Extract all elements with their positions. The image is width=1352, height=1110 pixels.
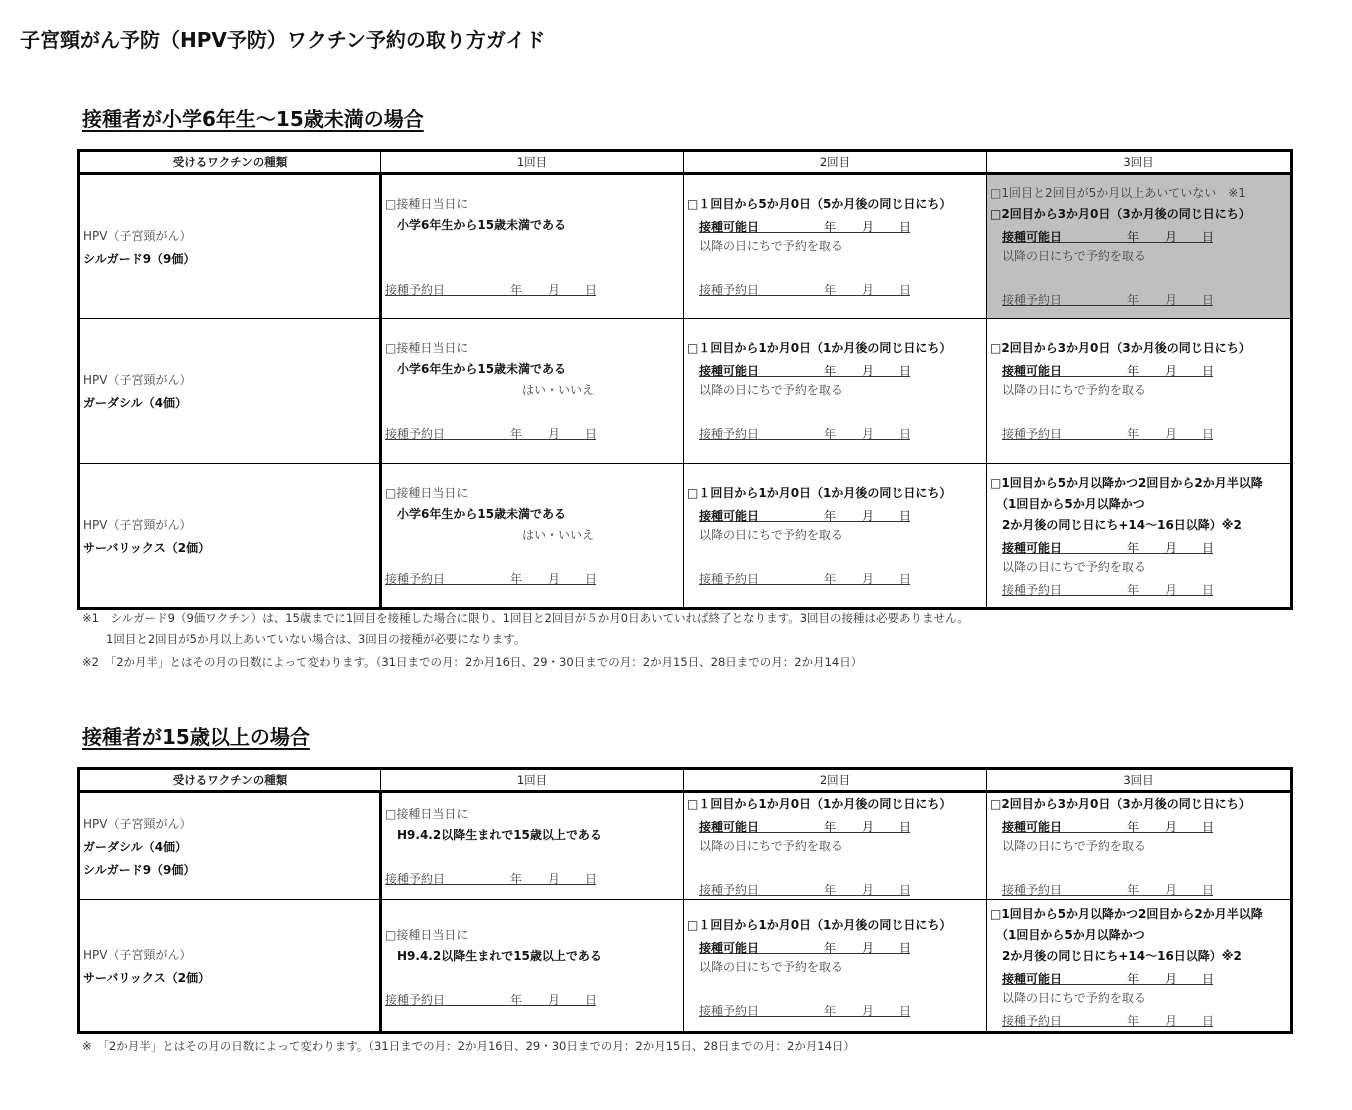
document-title: 子宮頸がん予防（HPV予防）ワクチン予約の取り方ガイド xyxy=(20,28,546,52)
dose3-cell xyxy=(987,319,1292,464)
yes-no-choice[interactable]: はい・いいえ xyxy=(522,528,595,542)
footnote-section2: ※ 「2か月半」とはその月の日数によって変わります。（31日までの月：2か月16日、29・30日までの月：2か月15日、28日までの月：2か月14日） xyxy=(82,1039,855,1053)
interval-condition: □１回目から1か月0日（1か月後の同じ日にち） xyxy=(687,797,952,811)
possible-date-line[interactable]: 接種可能日 年 月 日 xyxy=(699,941,912,955)
dose3-cell-shaded xyxy=(987,174,1292,319)
table-row xyxy=(79,792,1292,900)
dose3-cell xyxy=(987,792,1292,900)
reserve-date-line[interactable]: 接種予約日 年 月 日 xyxy=(385,993,598,1007)
vaccine-name: シルガード9（9価） xyxy=(83,862,196,877)
reserve-date-line[interactable]: 接種予約日 年 月 日 xyxy=(385,283,598,297)
interval-condition-detail: 2か月後の同じ日にち+14～16日以降）※2 xyxy=(1002,518,1242,532)
after-reserve-text: 以降の日にちで予約を取る xyxy=(1002,249,1146,263)
dose2-cell xyxy=(684,900,987,1033)
check-day-text: □接種日当日に xyxy=(385,807,469,821)
header-vaccine-type: 受けるワクチンの種類 xyxy=(79,151,381,174)
after-reserve-text: 以降の日にちで予約を取る xyxy=(699,960,843,974)
after-reserve-text: 以降の日にちで予約を取る xyxy=(699,239,843,253)
header-dose2: 2回目 xyxy=(684,769,987,792)
footnote-1-cont: 1回目と2回目が5か月以上あいていない場合は、3回目の接種が必要になります。 xyxy=(106,632,526,646)
age-condition: H9.4.2以降生まれで15歳以上である xyxy=(397,949,602,963)
after-reserve-text: 以降の日にちで予約を取る xyxy=(699,839,843,853)
reserve-date-line[interactable]: 接種予約日 年 月 日 xyxy=(699,572,912,586)
after-reserve-text: 以降の日にちで予約を取る xyxy=(699,528,843,542)
hpv-label: HPV（子宮頸がん） xyxy=(83,816,192,831)
reserve-date-line[interactable]: 接種予約日 年 月 日 xyxy=(385,572,598,586)
vaccine-name: サーバリックス（2価） xyxy=(83,540,211,555)
dose1-cell xyxy=(381,900,684,1033)
vaccine-name: ガーダシル（4価） xyxy=(83,839,188,854)
age-condition: 小学6年生から15歳未満である xyxy=(397,362,567,376)
interval-condition: □2回目から3か月0日（3か月後の同じ日にち） xyxy=(990,797,1251,811)
reserve-date-line[interactable]: 接種予約日 年 月 日 xyxy=(385,427,598,441)
possible-date-line[interactable]: 接種可能日 年 月 日 xyxy=(1002,230,1215,244)
hpv-label: HPV（子宮頸がん） xyxy=(83,228,192,243)
gap-condition: □1回目と2回目が5か月以上あいていない ※1 xyxy=(990,186,1246,200)
header-dose1: 1回目 xyxy=(381,151,684,174)
table-row xyxy=(79,174,1292,319)
reserve-date-line[interactable]: 接種予約日 年 月 日 xyxy=(1002,293,1215,307)
table-row xyxy=(79,900,1292,1033)
header-vaccine-type: 受けるワクチンの種類 xyxy=(79,769,381,792)
interval-condition-detail: （1回目から5か月以降かつ xyxy=(996,497,1145,511)
vaccine-name: サーバリックス（2価） xyxy=(83,970,211,985)
vaccine-type-cell xyxy=(79,464,381,609)
section1-table xyxy=(77,149,1293,610)
header-dose3: 3回目 xyxy=(987,151,1292,174)
interval-condition: □1回目から5か月以降かつ2回目から2か月半以降 xyxy=(990,907,1263,921)
header-dose1: 1回目 xyxy=(381,769,684,792)
possible-date-line[interactable]: 接種可能日 年 月 日 xyxy=(699,509,912,523)
interval-condition: □2回目から3か月0日（3か月後の同じ日にち） xyxy=(990,207,1251,221)
table-row xyxy=(79,464,1292,609)
header-dose3: 3回目 xyxy=(987,769,1292,792)
after-reserve-text: 以降の日にちで予約を取る xyxy=(1002,991,1146,1005)
interval-condition: □１回目から5か月0日（5か月後の同じ日にち） xyxy=(687,197,952,211)
vaccine-name: シルガード9（9価） xyxy=(83,251,196,266)
hpv-label: HPV（子宮頸がん） xyxy=(83,373,192,387)
interval-condition: □１回目から1か月0日（1か月後の同じ日にち） xyxy=(687,918,952,932)
after-reserve-text: 以降の日にちで予約を取る xyxy=(699,383,843,397)
vaccine-name: ガーダシル（4価） xyxy=(83,396,188,410)
after-reserve-text: 以降の日にちで予約を取る xyxy=(1002,839,1146,853)
possible-date-line[interactable]: 接種可能日 年 月 日 xyxy=(1002,364,1215,378)
dose1-cell xyxy=(381,464,684,609)
reserve-date-line[interactable]: 接種予約日 年 月 日 xyxy=(1002,883,1215,897)
reserve-date-line[interactable]: 接種予約日 年 月 日 xyxy=(699,427,912,441)
interval-condition: □１回目から1か月0日（1か月後の同じ日にち） xyxy=(687,341,952,355)
check-day-text: □接種日当日に xyxy=(385,486,469,500)
dose2-cell xyxy=(684,319,987,464)
interval-condition: □1回目から5か月以降かつ2回目から2か月半以降 xyxy=(990,476,1263,490)
check-day-text: □接種日当日に xyxy=(385,928,469,942)
dose3-cell xyxy=(987,464,1292,609)
hpv-label: HPV（子宮頸がん） xyxy=(83,947,192,962)
dose2-cell xyxy=(684,792,987,900)
reserve-date-line[interactable]: 接種予約日 年 月 日 xyxy=(1002,427,1215,441)
age-condition: 小学6年生から15歳未満である xyxy=(397,218,567,232)
interval-condition: □１回目から1か月0日（1か月後の同じ日にち） xyxy=(687,486,952,500)
section1-title: 接種者が小学6年生～15歳未満の場合 xyxy=(82,107,424,131)
yes-no-choice[interactable]: はい・いいえ xyxy=(522,383,595,397)
interval-condition-detail: 2か月後の同じ日にち+14～16日以降）※2 xyxy=(1002,949,1242,963)
hpv-label: HPV（子宮頸がん） xyxy=(83,517,192,532)
possible-date-line[interactable]: 接種可能日 年 月 日 xyxy=(1002,820,1215,834)
section1-header-row xyxy=(79,151,1292,174)
vaccine-type-cell xyxy=(79,174,381,319)
check-day-text: □接種日当日に xyxy=(385,341,469,355)
age-condition: H9.4.2以降生まれで15歳以上である xyxy=(397,828,602,842)
possible-date-line[interactable]: 接種可能日 年 月 日 xyxy=(699,220,912,234)
header-dose2: 2回目 xyxy=(684,151,987,174)
possible-date-line[interactable]: 接種可能日 年 月 日 xyxy=(1002,972,1215,986)
reserve-date-line[interactable]: 接種予約日 年 月 日 xyxy=(385,872,598,886)
interval-condition: □2回目から3か月0日（3か月後の同じ日にち） xyxy=(990,341,1251,355)
section2-table xyxy=(77,767,1293,1034)
reserve-date-line[interactable]: 接種予約日 年 月 日 xyxy=(1002,1014,1215,1028)
dose1-cell xyxy=(381,174,684,319)
possible-date-line[interactable]: 接種可能日 年 月 日 xyxy=(1002,541,1215,555)
footnote-2: ※2 「2か月半」とはその月の日数によって変わります。（31日までの月：2か月16日、29・30日までの月：2か月15日、28日までの月：2か月14日） xyxy=(82,655,863,669)
after-reserve-text: 以降の日にちで予約を取る xyxy=(1002,383,1146,397)
dose3-cell xyxy=(987,900,1292,1033)
age-condition: 小学6年生から15歳未満である xyxy=(397,507,567,521)
section2-header-row xyxy=(79,769,1292,792)
check-day-text: □接種日当日に xyxy=(385,197,469,211)
after-reserve-text: 以降の日にちで予約を取る xyxy=(1002,560,1146,574)
section2-title: 接種者が15歳以上の場合 xyxy=(82,725,310,749)
dose2-cell xyxy=(684,174,987,319)
vaccine-type-cell xyxy=(79,900,381,1033)
footnote-1: ※1 シルガード9（9価ワクチン）は、15歳までに1回目を接種した場合に限り、1回目と2回目が５か月0日あいていれば終了となります。3回目の接種は必要ありません。 xyxy=(82,611,969,625)
possible-date-line[interactable]: 接種可能日 年 月 日 xyxy=(699,364,912,378)
reserve-date-line[interactable]: 接種予約日 年 月 日 xyxy=(699,1004,912,1018)
interval-condition-detail: （1回目から5か月以降かつ xyxy=(996,928,1145,942)
reserve-date-line[interactable]: 接種予約日 年 月 日 xyxy=(699,283,912,297)
vaccine-type-cell xyxy=(79,792,381,900)
dose1-cell xyxy=(381,319,684,464)
vaccine-type-cell xyxy=(79,319,381,464)
reserve-date-line[interactable]: 接種予約日 年 月 日 xyxy=(699,883,912,897)
table-row xyxy=(79,319,1292,464)
dose2-cell xyxy=(684,464,987,609)
reserve-date-line[interactable]: 接種予約日 年 月 日 xyxy=(1002,583,1215,597)
possible-date-line[interactable]: 接種可能日 年 月 日 xyxy=(699,820,912,834)
dose1-cell xyxy=(381,792,684,900)
